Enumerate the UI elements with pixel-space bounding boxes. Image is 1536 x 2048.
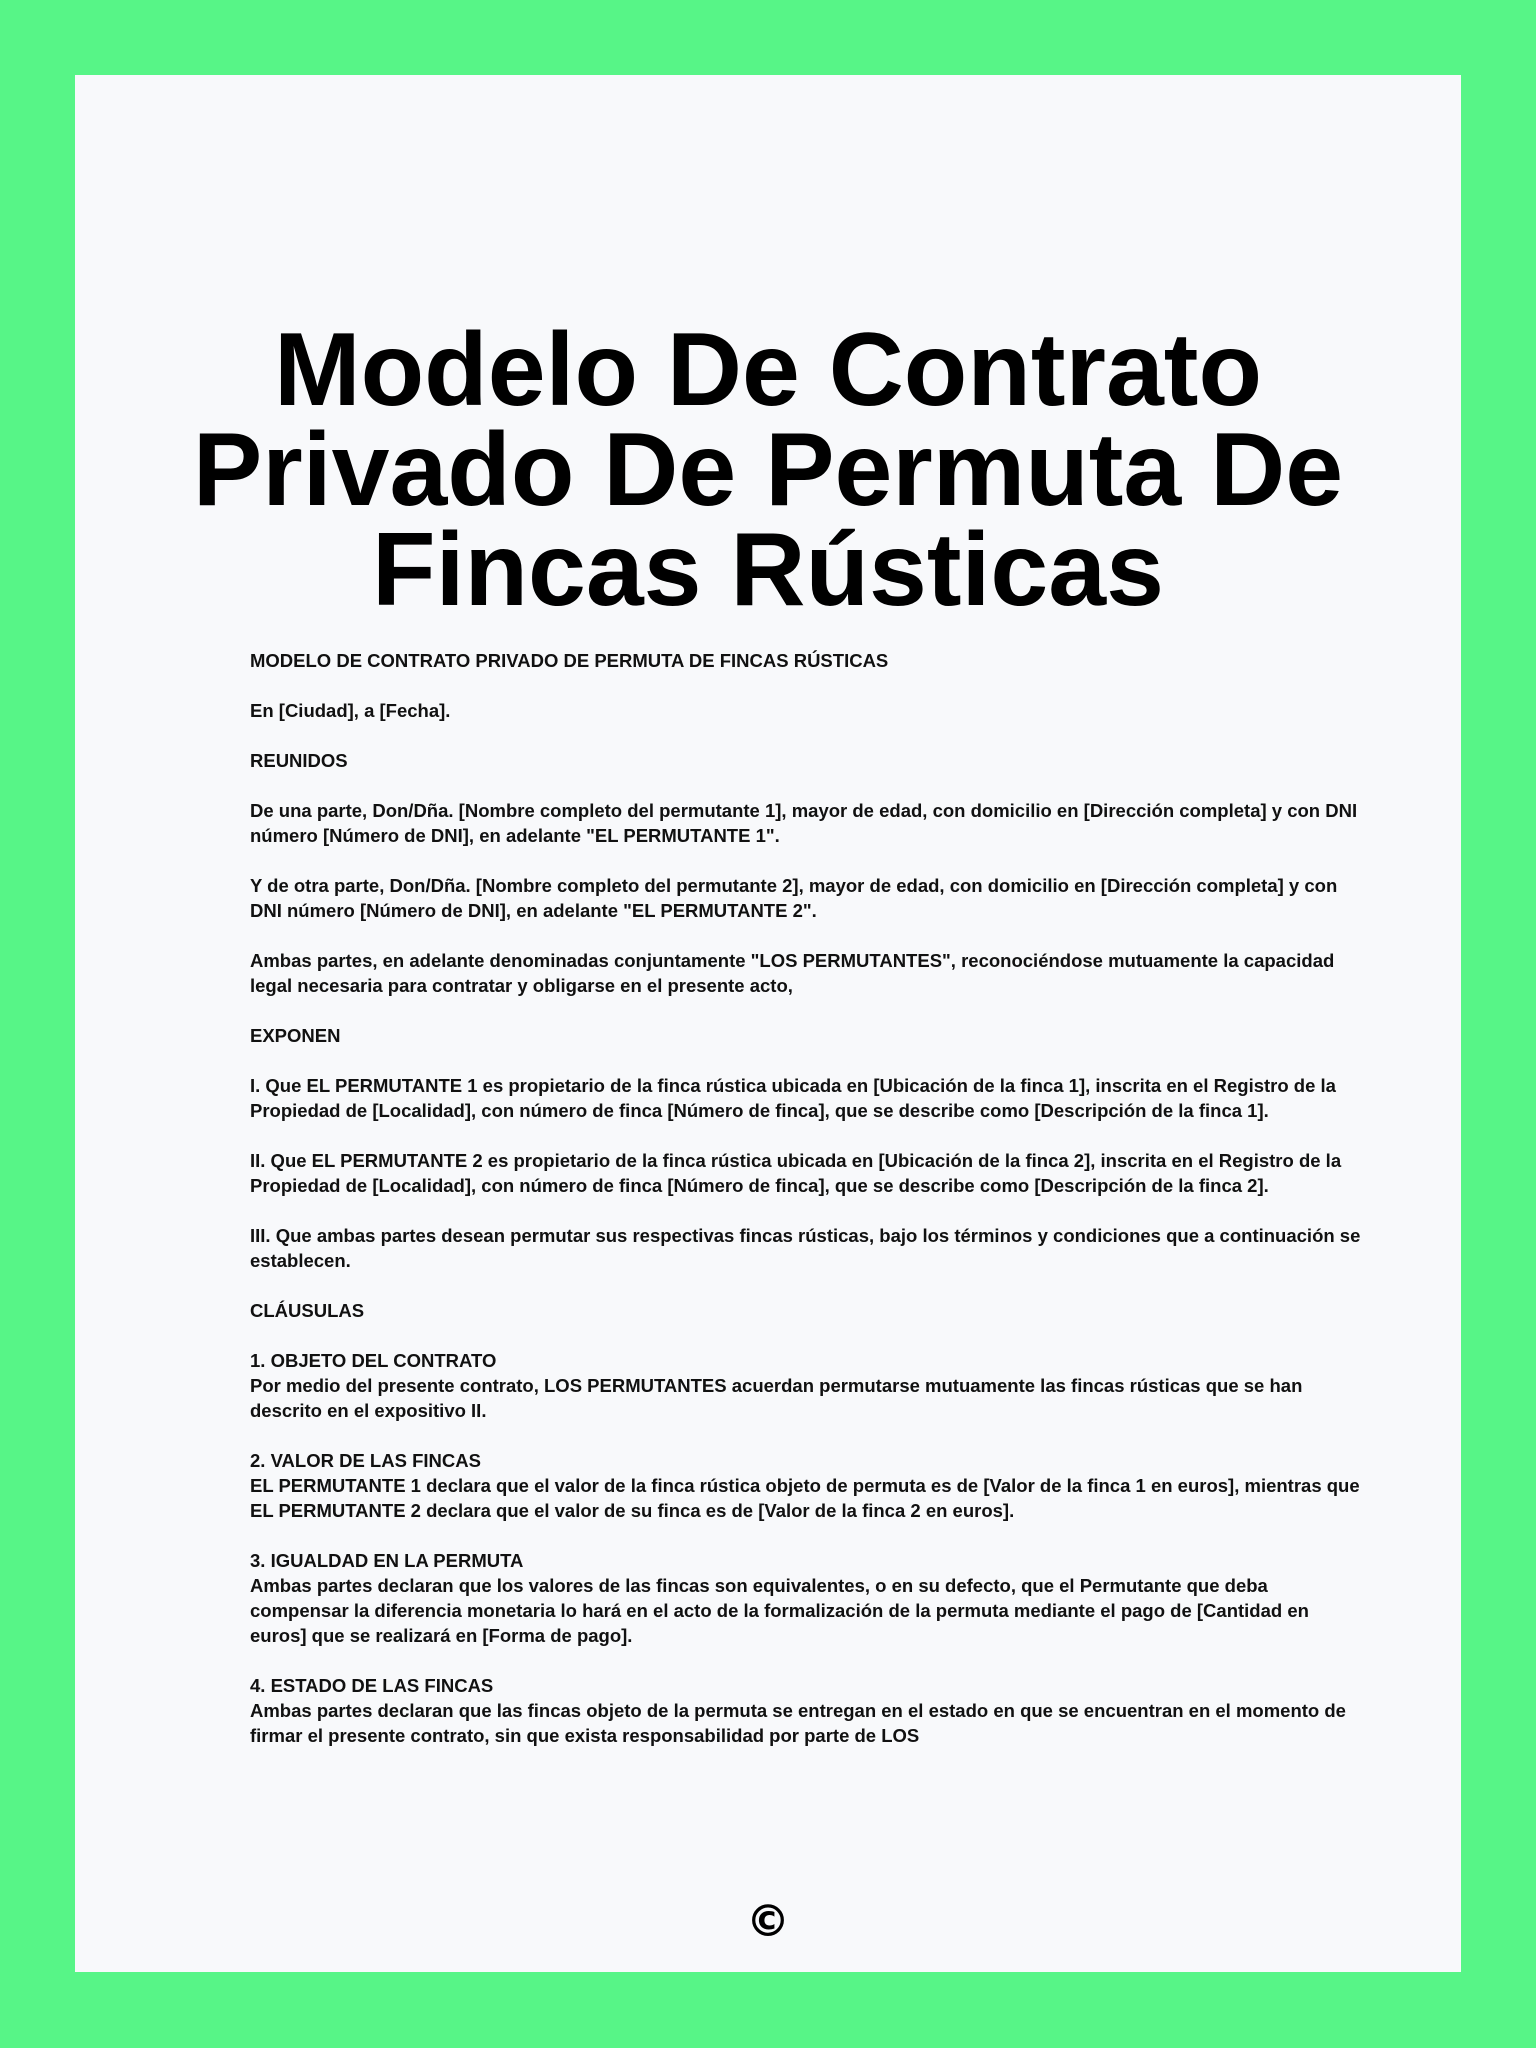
contract-heading: MODELO DE CONTRATO PRIVADO DE PERMUTA DE FINCAS RÚSTICAS: [250, 650, 889, 671]
party-2-paragraph: Y de otra parte, Don/Dña. [Nombre completo del permutante 2], mayor de edad, con domicilio en [Dirección completa] y con DNI número [Número de DNI], en adelante "EL PERMUTANTE 2".: [250, 875, 1338, 921]
document-title: Modelo De Contrato Privado De Permuta De Fincas Rústicas: [192, 312, 1344, 628]
capacity-paragraph: Ambas partes, en adelante denominadas conjuntamente "LOS PERMUTANTES", reconociéndose mutuamente la capacidad legal necesaria para contratar y obligarse en el presente acto,: [250, 950, 1335, 996]
copyright-icon: ©: [746, 1896, 790, 1947]
clause-text: Ambas partes declaran que las fincas objeto de la permuta se entregan en el estado en que se encuentran en el momento de firmar el presente contrato, sin que exista responsabilidad por parte de LOS: [250, 1700, 1346, 1746]
exposition-1: I. Que EL PERMUTANTE 1 es propietario de la finca rústica ubicada en [Ubicación de la finca 1], inscrita en el Registro de la Propiedad de [Localidad], con número de finca [Número de finca], que se describe como [Descripción de la finca 1].: [250, 1075, 1336, 1121]
clause-heading: 2. VALOR DE LAS FINCAS: [250, 1450, 481, 1471]
clause-heading: 3. IGUALDAD EN LA PERMUTA: [250, 1550, 524, 1571]
exposition-2: II. Que EL PERMUTANTE 2 es propietario de la finca rústica ubicada en [Ubicación de la finca 2], inscrita en el Registro de la Propiedad de [Localidad], con número de finca [Número de finca], que se describe como [Descripción de la finca 2].: [250, 1150, 1342, 1196]
document-body: [250, 648, 1370, 1773]
exposition-3: III. Que ambas partes desean permutar sus respectivas fincas rústicas, bajo los términos y condiciones que a continuación se establecen.: [250, 1225, 1361, 1271]
document-page: [75, 75, 1461, 1972]
section-heading-reunidos: REUNIDOS: [250, 750, 348, 771]
place-date-line: En [Ciudad], a [Fecha].: [250, 700, 451, 721]
clause-text: Ambas partes declaran que los valores de las fincas son equivalentes, o en su defecto, que el Permutante que deba compensar la diferencia monetaria lo hará en el acto de la formalización de la permuta mediante el pago de [Cantidad en euros] que se realizará en [Forma de pago].: [250, 1575, 1309, 1646]
clause-heading: 1. OBJETO DEL CONTRATO: [250, 1350, 497, 1371]
section-heading-clausulas: CLÁUSULAS: [250, 1300, 365, 1321]
clause-text: EL PERMUTANTE 1 declara que el valor de la finca rústica objeto de permuta es de [Valor de la finca 1 en euros], mientras que EL PERMUTANTE 2 declara que el valor de su finca es de [Valor de la finca 2 en euros].: [250, 1475, 1360, 1521]
party-1-paragraph: De una parte, Don/Dña. [Nombre completo del permutante 1], mayor de edad, con domicilio en [Dirección completa] y con DNI número [Número de DNI], en adelante "EL PERMUTANTE 1".: [250, 800, 1358, 846]
clause-heading: 4. ESTADO DE LAS FINCAS: [250, 1675, 494, 1696]
clause-text: Por medio del presente contrato, LOS PERMUTANTES acuerdan permutarse mutuamente las fincas rústicas que se han descrito en el expositivo II.: [250, 1375, 1303, 1421]
section-heading-exponen: EXPONEN: [250, 1025, 341, 1046]
